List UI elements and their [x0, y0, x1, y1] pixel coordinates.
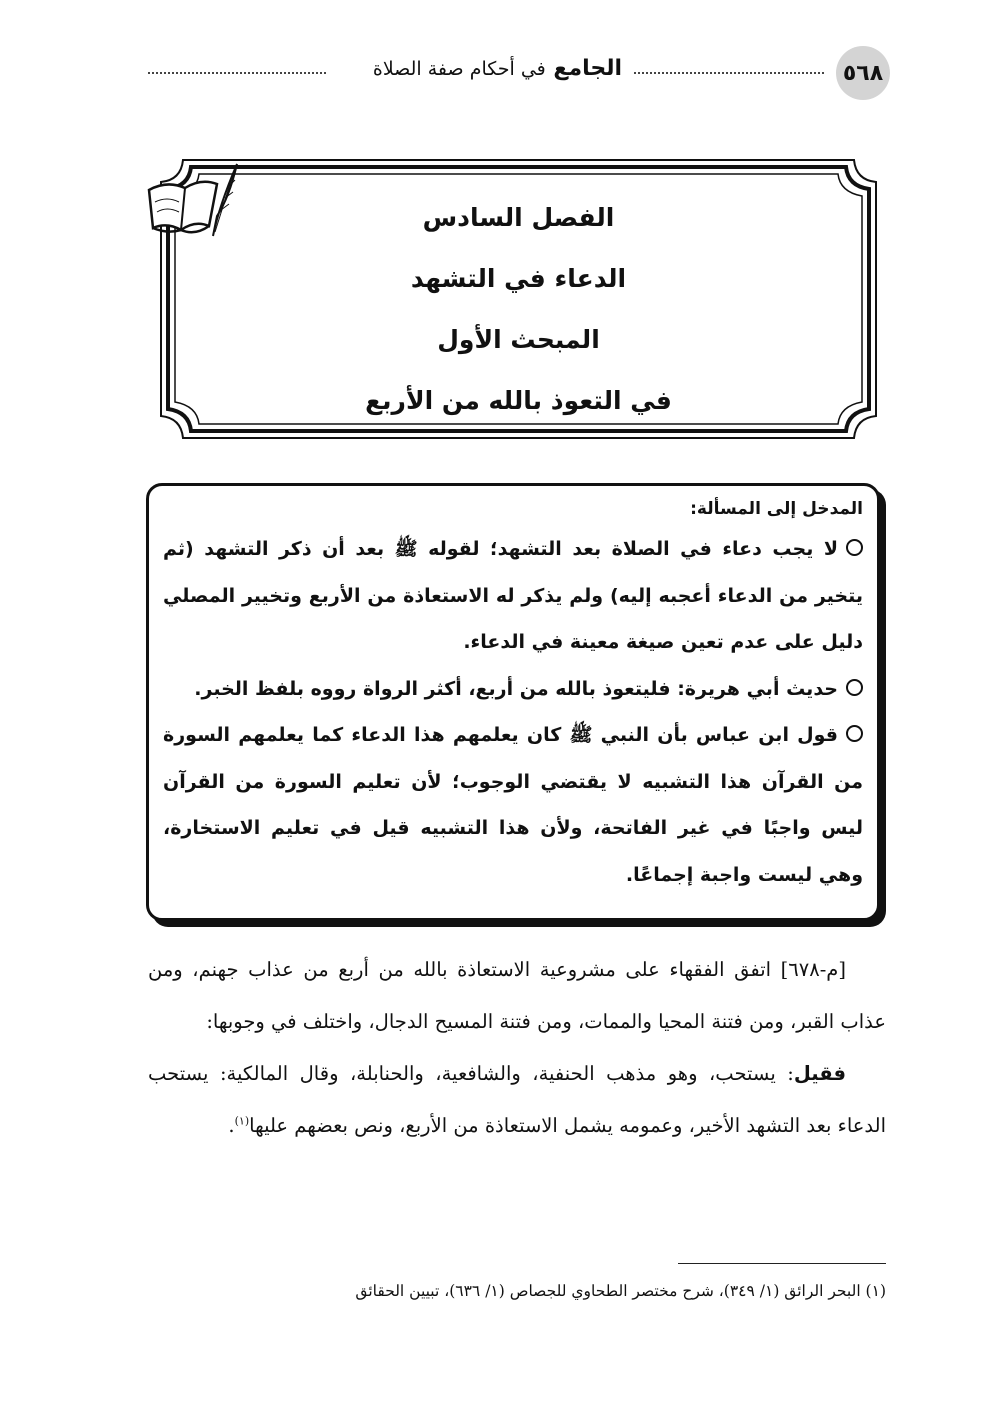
- body-text: [148, 944, 886, 1152]
- circle-bullet-icon: [846, 725, 863, 742]
- intro-point-text: قول ابن عباس بأن النبي ﷺ كان يعلمهم هذا الدعاء كما يعلمهم السورة من القرآن هذا التشبيه لا يقتضي الوجوب؛ لأن تعليم السورة من القرآن ليس واجبًا في غير الفاتحة، ولأن هذا التشبيه قيل في تعليم الاستخارة، وهي ليست واجبة إجماعًا.: [163, 724, 863, 886]
- chapter-title-frame: [145, 158, 892, 440]
- book-title: [373, 56, 622, 81]
- intro-point: [163, 526, 863, 666]
- intro-point: [163, 666, 863, 713]
- footnote-separator: [678, 1263, 886, 1264]
- circle-bullet-icon: [846, 539, 863, 556]
- intro-box: [146, 483, 880, 921]
- page-header: [140, 46, 890, 100]
- body-paragraph: [148, 1048, 886, 1152]
- intro-heading: المدخل إلى المسألة:: [690, 499, 863, 519]
- header-dotted-rule-left: [148, 72, 326, 74]
- chapter-headings: [145, 198, 892, 442]
- paragraph-lead-word: فقيل: [793, 1062, 846, 1085]
- body-paragraph: [م-٦٧٨] اتفق الفقهاء على مشروعية الاستعاذة بالله من أربع من عذاب جهنم، ومن عذاب القبر، ومن فتنة المحيا والممات، ومن فتنة المسيح الدجال، واختلف في وجوبها:: [148, 958, 886, 1033]
- paragraph-text: : يستحب، وهو مذهب الحنفية، والشافعية، والحنابلة، وقال المالكية: يستحب الدعاء بعد التشهد الأخير، وعمومه يشمل الاستعاذة من الأربع، ونص بعضهم عليها: [148, 1062, 886, 1137]
- page-number: ٥٦٨: [836, 46, 890, 100]
- book-title-main: الجامع: [553, 56, 622, 81]
- intro-point: [163, 712, 863, 898]
- intro-point-text: لا يجب دعاء في الصلاة بعد التشهد؛ لقوله ﷺ بعد أن ذكر التشهد (ثم يتخير من الدعاء أعجبه إليه) ولم يذكر له الاستعاذة من الأربع وتخيير المصلي دليل على عدم تعين صيغة معينة في الدعاء.: [163, 538, 863, 653]
- topic-title: في التعوذ بالله من الأربع: [365, 386, 672, 415]
- chapter-title: الفصل السادس: [422, 203, 615, 232]
- footnote-reference: (١): [234, 1114, 250, 1128]
- subsection-title: المبحث الأول: [437, 325, 600, 354]
- section-title: الدعاء في التشهد: [410, 264, 627, 293]
- header-dotted-rule: [634, 72, 824, 74]
- book-title-sub: في أحكام صفة الصلاة: [372, 58, 546, 80]
- paragraph-end: .: [228, 1114, 235, 1137]
- circle-bullet-icon: [846, 679, 863, 696]
- intro-point-text: حديث أبي هريرة: فليتعوذ بالله من أربع، أكثر الرواة رووه بلفظ الخبر.: [194, 677, 838, 700]
- intro-points: [163, 526, 863, 898]
- footnote: (١) البحر الرائق (١/ ٣٤٩)، شرح مختصر الطحاوي للجصاص (١/ ٦٣٦)، تبيين الحقائق: [355, 1282, 886, 1300]
